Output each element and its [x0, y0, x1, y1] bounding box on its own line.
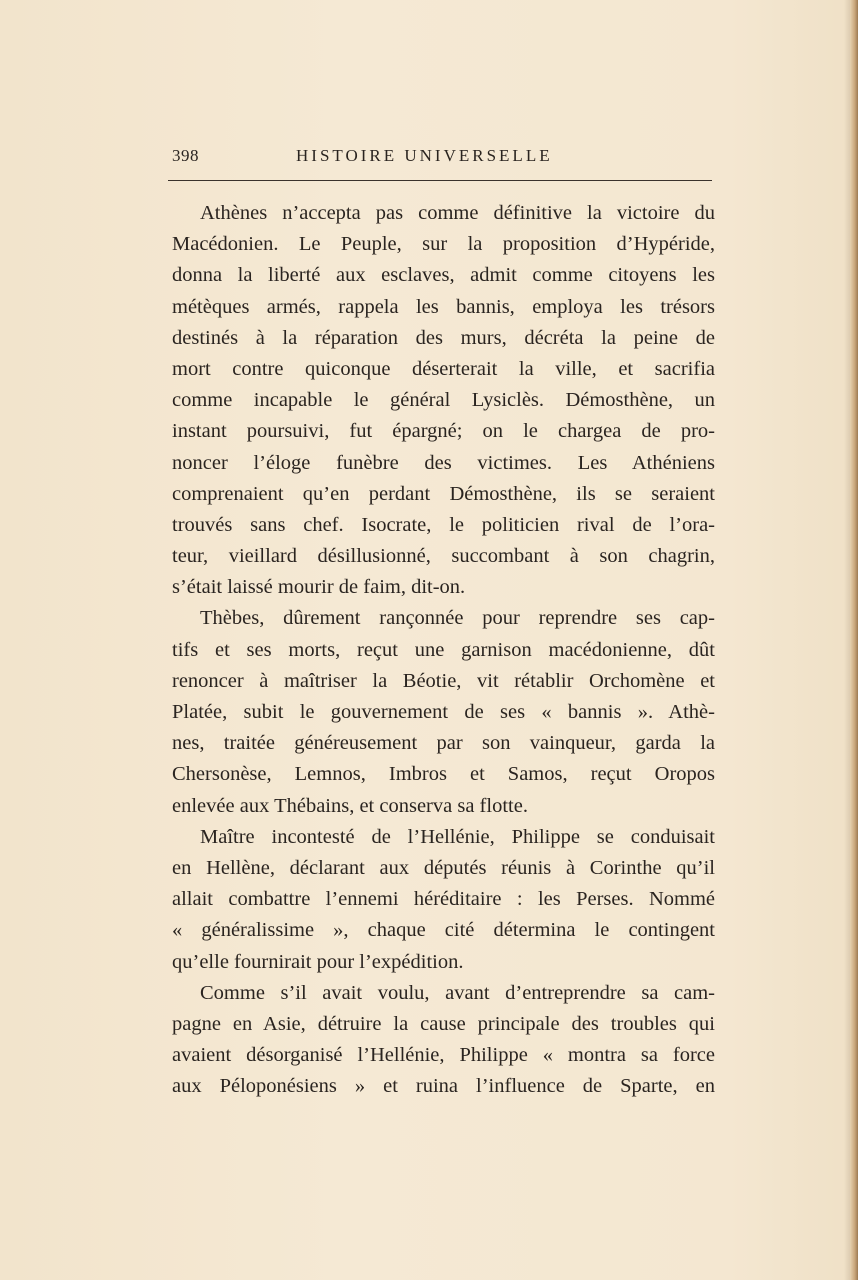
- text-line: nes, traitée généreusement par son vainqueur, garda la: [172, 732, 715, 755]
- header-rule: [168, 180, 712, 181]
- running-header: [172, 140, 712, 170]
- text-line: noncer l’éloge funèbre des victimes. Les Athéniens: [172, 451, 715, 474]
- text-line: qu’elle fournirait pour l’expédition.: [172, 950, 464, 973]
- text-line: « généralissime », chaque cité détermina le contingent: [172, 919, 715, 942]
- text-line: Athènes n’accepta pas comme définitive la victoire du: [200, 202, 715, 224]
- text-line: allait combattre l’ennemi héréditaire : les Perses. Nommé: [172, 888, 715, 911]
- paragraph-1: [172, 198, 715, 603]
- paragraph-4: [172, 978, 715, 1103]
- text-line: métèques armés, rappela les bannis, employa les trésors: [172, 295, 715, 318]
- text-line: trouvés sans chef. Isocrate, le politicien rival de l’ora-: [172, 513, 715, 536]
- running-title: HISTOIRE UNIVERSELLE: [296, 146, 553, 165]
- text-line: teur, vieillard désillusionné, succombant à son chagrin,: [172, 545, 715, 568]
- text-line: en Hellène, déclarant aux députés réunis à Corinthe qu’il: [172, 856, 715, 879]
- text-line: mort contre quiconque déserterait la ville, et sacrifia: [172, 357, 715, 380]
- text-line: Chersonèse, Lemnos, Imbros et Samos, reçut Oropos: [172, 763, 715, 786]
- text-line: Platée, subit le gouvernement de ses « bannis ». Athè-: [172, 701, 715, 723]
- text-line: Macédonien. Le Peuple, sur la proposition d’Hypéride,: [172, 233, 715, 256]
- text-line: Thèbes, dûrement rançonnée pour reprendre ses cap-: [200, 607, 715, 630]
- page-edge: [850, 0, 858, 1280]
- text-line: Comme s’il avait voulu, avant d’entreprendre sa cam-: [200, 981, 715, 1004]
- page-number: 398: [172, 146, 199, 165]
- text-line: s’était laissé mourir de faim, dit-on.: [172, 576, 466, 599]
- body-text: [172, 198, 715, 1102]
- text-line: avaient désorganisé l’Hellénie, Philippe « montra sa force: [172, 1044, 715, 1067]
- text-line: enlevée aux Thébains, et conserva sa flotte.: [172, 794, 528, 817]
- text-line: pagne en Asie, détruire la cause principale des troubles qui: [172, 1012, 715, 1035]
- text-line: renoncer à maîtriser la Béotie, vit rétablir Orchomène et: [172, 669, 715, 692]
- text-line: donna la liberté aux esclaves, admit comme citoyens les: [172, 264, 715, 287]
- text-line: comprenaient qu’en perdant Démosthène, ils se seraient: [172, 482, 715, 505]
- text-line: tifs et ses morts, reçut une garnison macédonienne, dût: [172, 638, 715, 661]
- text-line: destinés à la réparation des murs, décréta la peine de: [172, 326, 715, 349]
- text-line: instant poursuivi, fut épargné; on le chargea de pro-: [172, 420, 715, 443]
- paragraph-2: [172, 603, 715, 821]
- text-line: aux Péloponésiens » et ruina l’influence de Sparte, en: [172, 1075, 715, 1098]
- text-line: Maître incontesté de l’Hellénie, Philippe se conduisait: [200, 825, 715, 848]
- paragraph-3: [172, 822, 715, 978]
- text-line: comme incapable le général Lysiclès. Démosthène, un: [172, 389, 715, 412]
